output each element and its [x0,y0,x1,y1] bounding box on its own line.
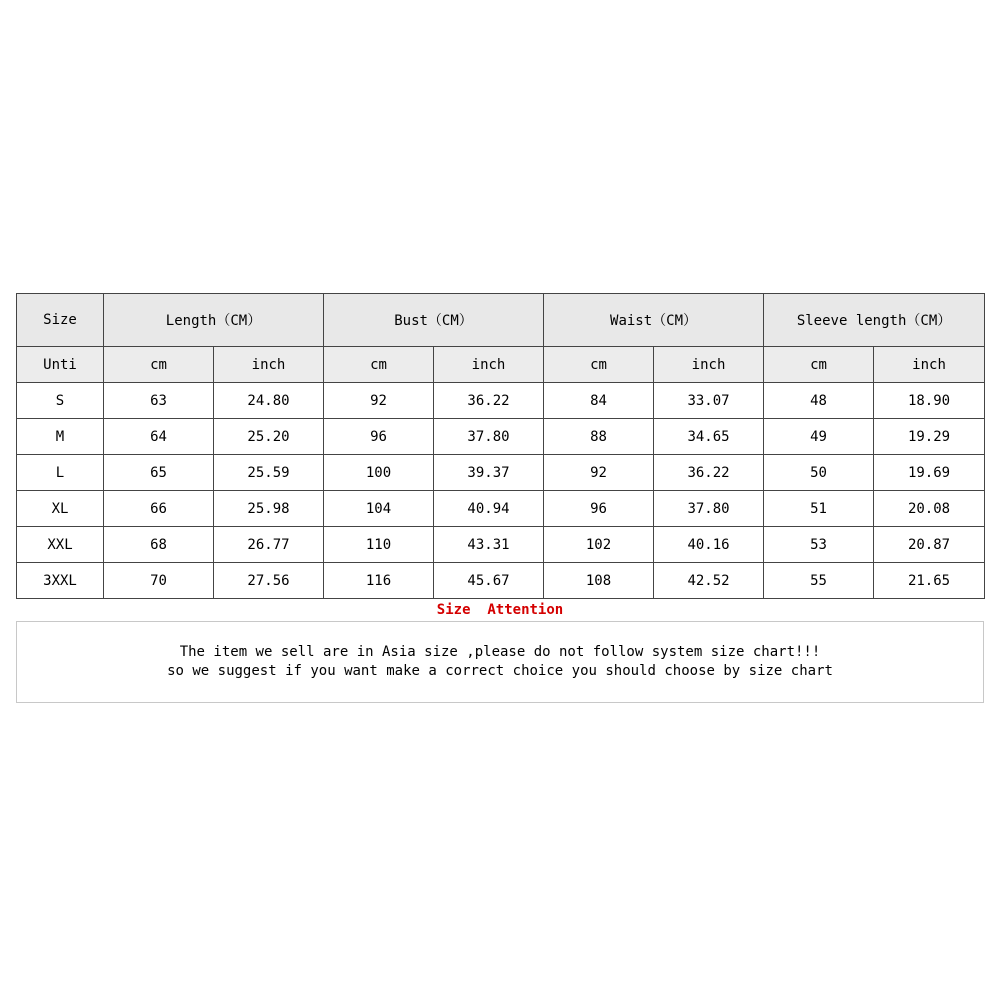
size-attention-title: Size Attention [436,602,564,618]
measurement-cell: 92 [544,455,654,491]
measurement-cell: 40.16 [654,527,764,563]
unit-cell: inch [654,347,764,383]
measurement-cell: 25.98 [214,491,324,527]
measurement-cell: 34.65 [654,419,764,455]
size-label-cell: M [17,419,104,455]
measurement-cell: 39.37 [434,455,544,491]
measurement-cell: 36.22 [434,383,544,419]
measurement-cell: 49 [764,419,874,455]
measurement-cell: 88 [544,419,654,455]
measurement-cell: 70 [104,563,214,599]
measurement-cell: 63 [104,383,214,419]
header-size: Size [17,294,104,347]
unit-row [17,347,985,383]
measurement-cell: 55 [764,563,874,599]
measurement-cell: 50 [764,455,874,491]
header-sleeve-length: Sleeve length（CM） [764,294,985,347]
measurement-cell: 20.87 [874,527,985,563]
size-table [16,293,985,599]
notice-line-2: so we suggest if you want make a correct choice you should choose by size chart [167,663,833,679]
size-label-cell: 3XXL [17,563,104,599]
size-label-cell: XXL [17,527,104,563]
measurement-cell: 108 [544,563,654,599]
unit-cell: inch [434,347,544,383]
measurement-cell: 21.65 [874,563,985,599]
notice-line-1: The item we sell are in Asia size ,please do not follow system size chart!!! [179,644,821,660]
measurement-cell: 110 [324,527,434,563]
measurement-cell: 53 [764,527,874,563]
measurement-cell: 96 [324,419,434,455]
measurement-cell: 51 [764,491,874,527]
size-notice-box [16,621,984,703]
measurement-cell: 37.80 [434,419,544,455]
measurement-cell: 20.08 [874,491,985,527]
measurement-cell: 66 [104,491,214,527]
measurement-cell: 65 [104,455,214,491]
header-row [17,294,985,347]
header-length: Length（CM） [104,294,324,347]
measurement-cell: 19.69 [874,455,985,491]
table-row [17,527,985,563]
measurement-cell: 100 [324,455,434,491]
measurement-cell: 92 [324,383,434,419]
table-row [17,491,985,527]
measurement-cell: 64 [104,419,214,455]
measurement-cell: 43.31 [434,527,544,563]
table-row [17,563,985,599]
size-label-cell: XL [17,491,104,527]
measurement-cell: 45.67 [434,563,544,599]
size-label-cell: S [17,383,104,419]
unit-cell: inch [874,347,985,383]
unit-cell: cm [764,347,874,383]
measurement-cell: 96 [544,491,654,527]
table-row [17,455,985,491]
measurement-cell: 36.22 [654,455,764,491]
table-row [17,419,985,455]
header-waist: Waist（CM） [544,294,764,347]
measurement-cell: 26.77 [214,527,324,563]
unit-cell: Unti [17,347,104,383]
measurement-cell: 33.07 [654,383,764,419]
measurement-cell: 68 [104,527,214,563]
measurement-cell: 27.56 [214,563,324,599]
measurement-cell: 48 [764,383,874,419]
measurement-cell: 24.80 [214,383,324,419]
header-bust: Bust（CM） [324,294,544,347]
measurement-cell: 42.52 [654,563,764,599]
measurement-cell: 37.80 [654,491,764,527]
unit-cell: cm [104,347,214,383]
measurement-cell: 18.90 [874,383,985,419]
unit-cell: cm [544,347,654,383]
measurement-cell: 104 [324,491,434,527]
size-label-cell: L [17,455,104,491]
unit-cell: inch [214,347,324,383]
measurement-cell: 19.29 [874,419,985,455]
measurement-cell: 25.59 [214,455,324,491]
unit-cell: cm [324,347,434,383]
measurement-cell: 116 [324,563,434,599]
measurement-cell: 40.94 [434,491,544,527]
measurement-cell: 102 [544,527,654,563]
measurement-cell: 25.20 [214,419,324,455]
table-row [17,383,985,419]
size-chart [16,293,984,703]
measurement-cell: 84 [544,383,654,419]
